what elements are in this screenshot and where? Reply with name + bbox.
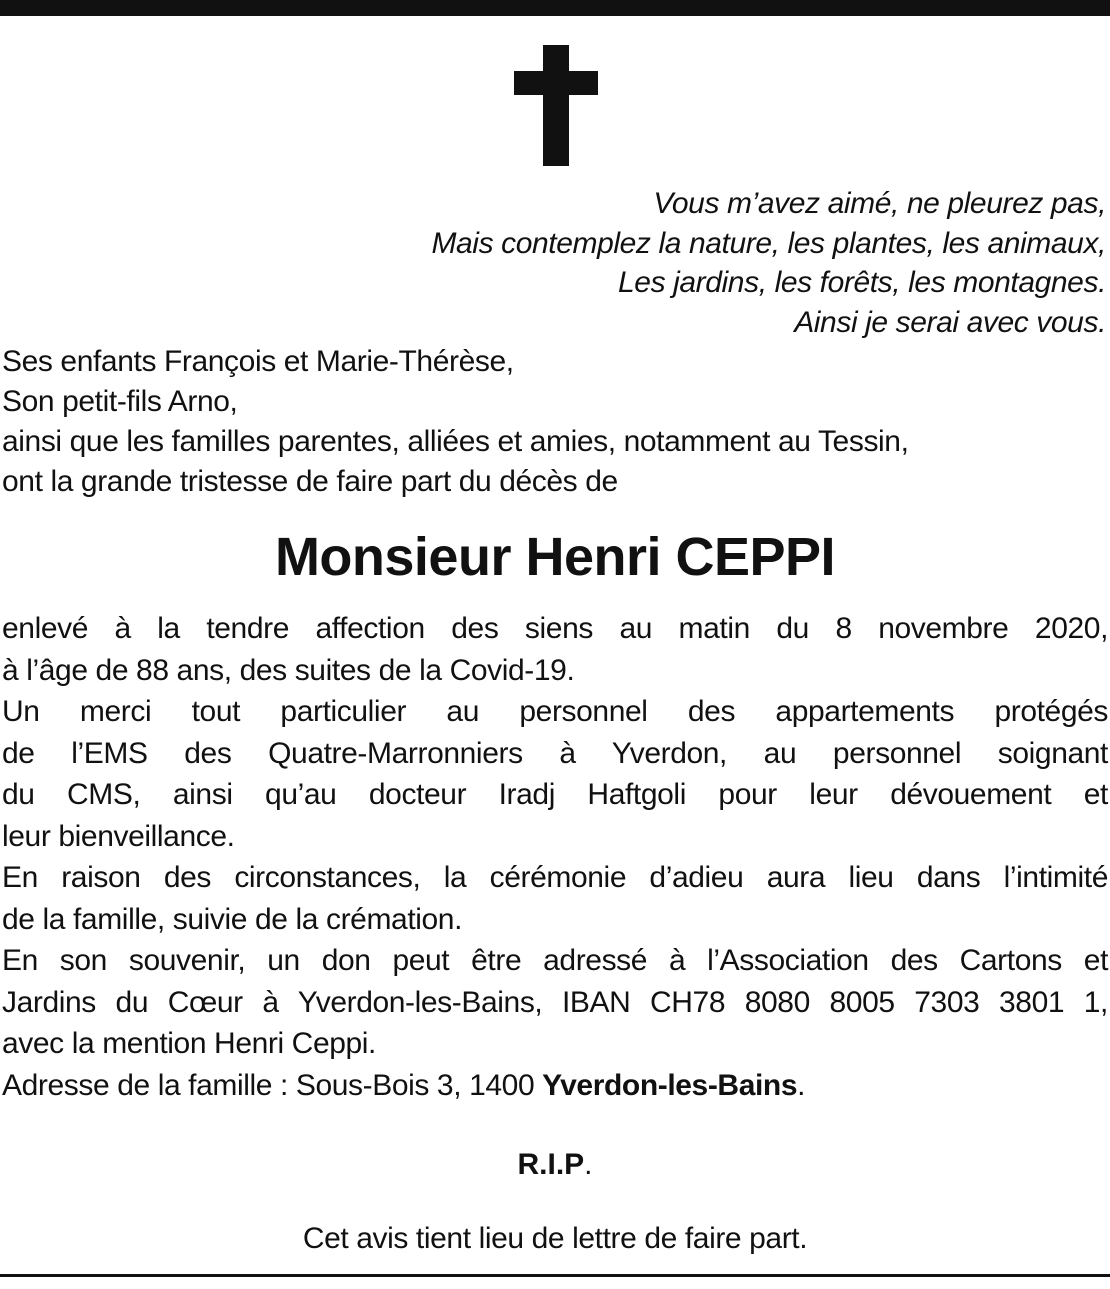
text-line: Jardins du Cœur à Yverdon-les-Bains, IBAN CH78 8080 8005 7303 3801 1,	[2, 985, 1108, 1019]
poem-line: Ainsi je serai avec vous.	[794, 305, 1106, 339]
intro-line: ont la grande tristesse de faire part du décès de	[2, 465, 618, 498]
text-line: avec la mention Henri Ceppi.	[2, 1027, 376, 1060]
obituary-body	[2, 608, 1108, 1106]
address-suffix: .	[797, 1068, 806, 1102]
text-line: Un merci tout particulier au personnel des appartements protégés	[2, 695, 1108, 728]
deceased-name: Monsieur Henri CEPPI	[274, 527, 836, 587]
top-border	[0, 0, 1110, 16]
paragraph-donation	[2, 940, 1108, 1065]
paragraph-death	[2, 608, 1108, 691]
bottom-border	[0, 1274, 1110, 1277]
intro-line: ainsi que les familles parentes, alliées et amies, notamment au Tessin,	[2, 425, 909, 458]
text-line: leur bienveillance.	[2, 819, 235, 853]
text-line: de la famille, suivie de la crémation.	[2, 902, 463, 936]
intro-line: Ses enfants François et Marie-Thérèse,	[2, 345, 514, 378]
text-line: En son souvenir, un don peut être adressé à l’Association des Cartons et	[2, 944, 1108, 977]
family-address	[2, 1065, 1108, 1107]
text-line: En raison des circonstances, la cérémonie d’adieu aura lieu dans l’intimité	[2, 861, 1108, 894]
address-prefix: Adresse de la famille : Sous-Bois 3, 1400	[2, 1068, 543, 1102]
closing-note: Cet avis tient lieu de lettre de faire part.	[302, 1222, 808, 1255]
paragraph-thanks	[2, 691, 1108, 857]
poem-line: Mais contemplez la nature, les plantes, les animaux,	[431, 226, 1106, 260]
rip-suffix: .	[584, 1148, 593, 1181]
paragraph-ceremony	[2, 857, 1108, 940]
rip-text: R.I.P	[517, 1148, 585, 1181]
family-intro	[2, 342, 909, 502]
text-line: de l’EMS des Quatre-Marronniers à Yverdon, au personnel soignant	[2, 736, 1108, 770]
address-city: Yverdon-les-Bains	[542, 1068, 798, 1102]
poem	[431, 184, 1106, 342]
cross-icon	[514, 45, 598, 166]
text-line: du CMS, ainsi qu’au docteur Iradj Haftgoli pour leur dévouement et	[2, 778, 1108, 811]
text-line: à l’âge de 88 ans, des suites de la Covid-19.	[2, 653, 575, 687]
intro-line: Son petit-fils Arno,	[2, 385, 238, 418]
rip	[0, 1148, 1110, 1182]
text-line: enlevé à la tendre affection des siens au matin du 8 novembre 2020,	[2, 612, 1108, 645]
poem-line: Les jardins, les forêts, les montagnes.	[618, 266, 1106, 299]
poem-line: Vous m’avez aimé, ne pleurez pas,	[653, 187, 1106, 220]
